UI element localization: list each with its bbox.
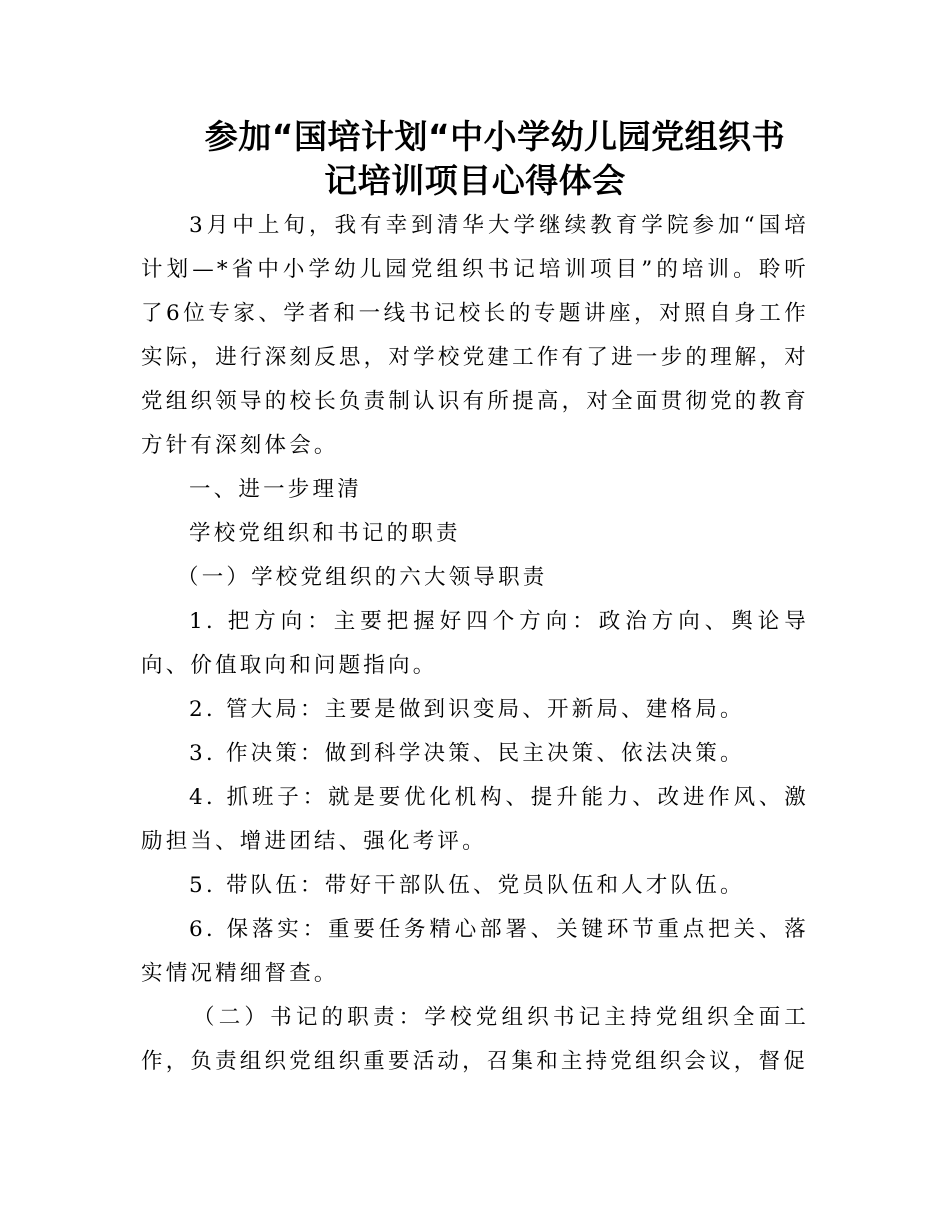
document-title-line-1: 参加“国培计划“中小学幼儿园党组织书 <box>204 117 786 156</box>
list-item-2: 2. 管大局：主要是做到识变局、开新局、建格局。 <box>189 697 745 722</box>
intro-paragraph: 3月中上旬，我有幸到清华大学继续教育学院参加“国培计划—*省中小学幼儿园党组织书记培训项目”的培训。聆听了6位专家、学者和一线书记校长的专题讲座，对照自身工作实际，进行深刻反思，对学校党建工作有了进一步的理解，对党组织领导的校长负责制认识有所提高，对全面贯彻党的教育方针有深刻体会。 <box>141 213 809 458</box>
section-heading-1: 一、进一步理清 <box>189 477 362 502</box>
document-title-line-2: 记培训项目心得体会 <box>324 161 626 200</box>
list-item-1: 1. 把方向：主要把握好四个方向：政治方向、舆论导向、价值取向和问题指向。 <box>141 609 809 678</box>
document-body <box>141 204 809 1084</box>
list-item-5: 5. 带队伍：带好干部队伍、党员队伍和人才队伍。 <box>189 873 745 898</box>
subsection-paragraph-2: （二）书记的职责：学校党组织书记主持党组织全面工作，负责组织党组织重要活动，召集和主持党组织会议，督促 <box>141 1005 809 1074</box>
section-subheading: 学校党组织和书记的职责 <box>189 521 461 546</box>
list-item-6: 6. 保落实：重要任务精心部署、关键环节重点把关、落实情况精细督查。 <box>141 917 809 986</box>
list-item-3: 3. 作决策：做到科学决策、民主决策、依法决策。 <box>189 741 745 766</box>
list-item-4: 4. 抓班子：就是要优化机构、提升能力、改进作风、激励担当、增进团结、强化考评。 <box>141 785 809 854</box>
subsection-heading-1: （一）学校党组织的六大领导职责 <box>177 565 548 590</box>
